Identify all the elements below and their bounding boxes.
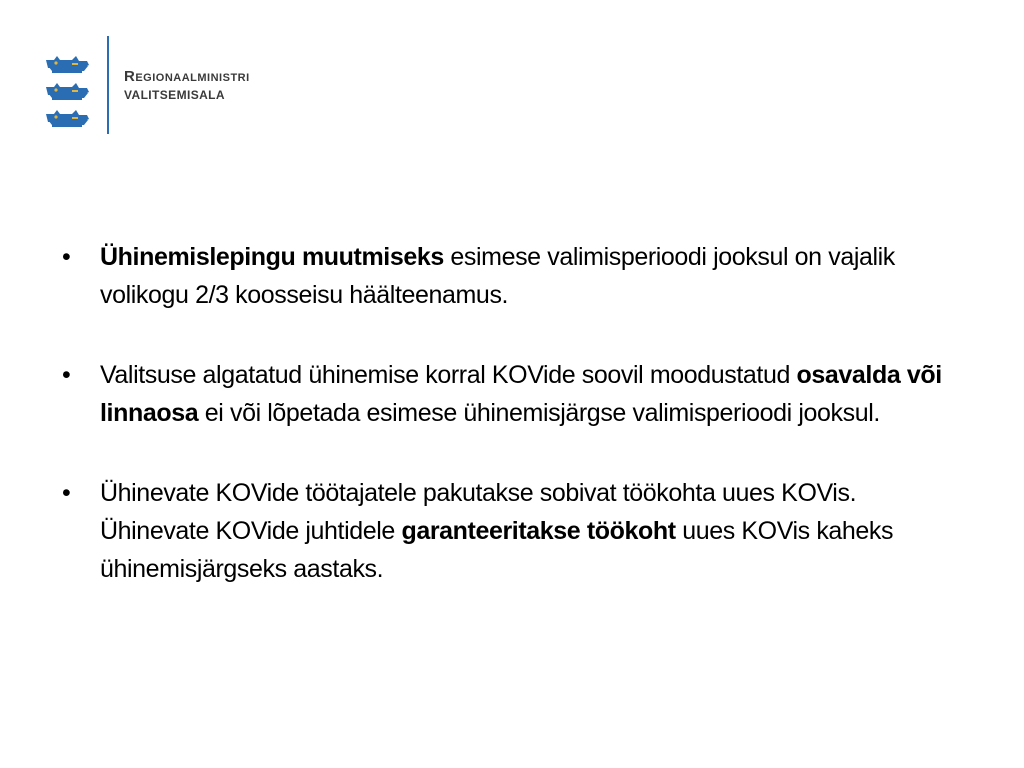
bullet-item: [62, 356, 962, 432]
ministry-name-line2: VALITSEMISALA: [124, 88, 225, 102]
bullet-symbol: •: [62, 479, 71, 507]
ministry-name-line1: Regionaalministri: [124, 68, 250, 85]
bullet-text-before: Ühinevate KOVide töötajatele pakutakse sobivat töökohta uues KOVis. Ühinevate KOVide juhtidele: [100, 479, 857, 545]
bullet-bold-lead: Ühinemislepingu muutmiseks: [100, 243, 444, 271]
bullet-text-before: Valitsuse algatatud ühinemise korral KOVide soovil moodustatud: [100, 361, 797, 389]
bullet-list: [62, 238, 962, 588]
bullet-text-after: uues KOVis kaheks ühinemisjärgseks aastaks.: [100, 517, 894, 583]
coat-of-arms-icon: [42, 54, 96, 158]
bullet-item: [62, 238, 962, 314]
ministry-logo: [40, 36, 360, 136]
bullet-item: [62, 474, 962, 588]
bullet-symbol: •: [62, 243, 71, 271]
bullet-text-after: ei või lõpetada esimese ühinemisjärgse valimisperioodi jooksul.: [198, 399, 880, 427]
logo-divider: [107, 36, 109, 134]
bullet-bold-mid: garanteeritakse töökoht: [401, 517, 676, 545]
bullet-symbol: •: [62, 361, 71, 389]
bullet-text: esimese valimisperioodi jooksul on vajalik volikogu 2/3 koosseisu häälteenamus.: [100, 243, 895, 309]
bullet-bold-mid: osavalda või linnaosa: [100, 361, 942, 427]
ministry-name: [124, 67, 250, 105]
